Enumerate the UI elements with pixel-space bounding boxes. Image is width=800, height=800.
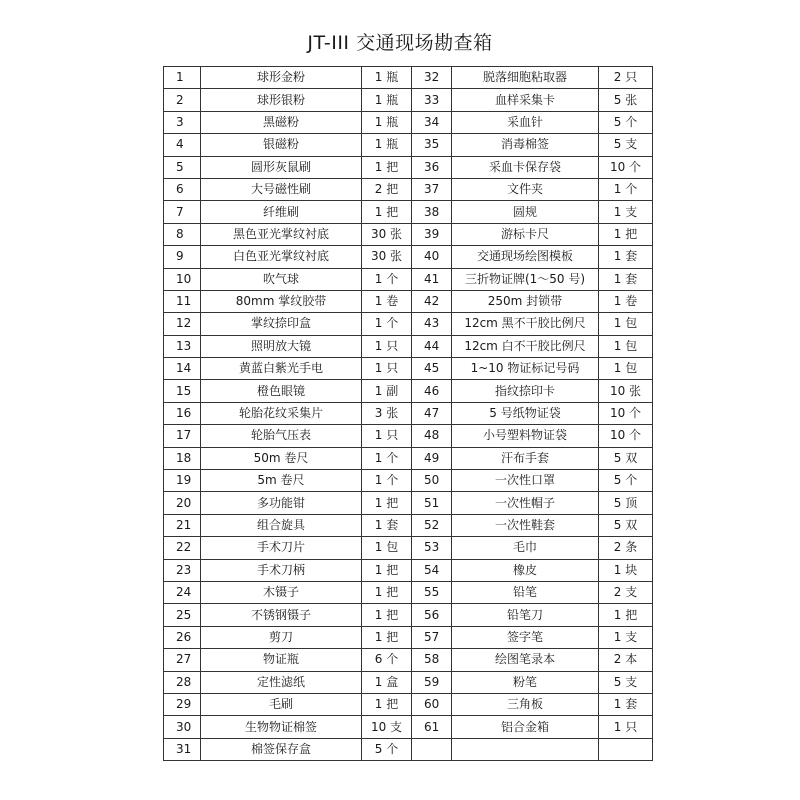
item-quantity: 1 支 <box>599 626 653 648</box>
item-number: 32 <box>412 67 452 89</box>
table-row <box>164 223 653 245</box>
table-row <box>164 514 653 536</box>
item-quantity: 1 把 <box>362 626 412 648</box>
item-number: 25 <box>164 604 201 626</box>
item-quantity: 5 双 <box>599 447 653 469</box>
item-name: 铝合金箱 <box>452 716 599 738</box>
item-number: 20 <box>164 492 201 514</box>
item-name: 手术刀片 <box>201 537 362 559</box>
item-quantity: 2 条 <box>599 537 653 559</box>
item-name: 黑色亚光掌纹衬底 <box>201 223 362 245</box>
item-name: 多功能钳 <box>201 492 362 514</box>
item-number: 33 <box>412 89 452 111</box>
item-number: 12 <box>164 313 201 335</box>
item-name: 毛刷 <box>201 693 362 715</box>
item-number: 42 <box>412 290 452 312</box>
item-name: 粉笔 <box>452 671 599 693</box>
item-quantity: 1 块 <box>599 559 653 581</box>
table-row <box>164 402 653 424</box>
item-name: 250m 封锁带 <box>452 290 599 312</box>
item-quantity: 1 瓶 <box>362 134 412 156</box>
item-number: 53 <box>412 537 452 559</box>
item-name: 橙色眼镜 <box>201 380 362 402</box>
item-quantity <box>599 738 653 760</box>
item-quantity: 10 支 <box>362 716 412 738</box>
item-quantity: 10 张 <box>599 380 653 402</box>
item-number: 15 <box>164 380 201 402</box>
item-name: 小号塑料物证袋 <box>452 425 599 447</box>
item-number: 46 <box>412 380 452 402</box>
item-number: 4 <box>164 134 201 156</box>
item-quantity: 10 个 <box>599 156 653 178</box>
table-row <box>164 358 653 380</box>
item-name: 纤维刷 <box>201 201 362 223</box>
item-name: 脱落细胞粘取器 <box>452 67 599 89</box>
item-name: 轮胎气压表 <box>201 425 362 447</box>
table-row <box>164 470 653 492</box>
item-name: 定性滤纸 <box>201 671 362 693</box>
table-row <box>164 581 653 603</box>
item-quantity: 1 包 <box>599 358 653 380</box>
item-quantity: 5 个 <box>599 470 653 492</box>
item-name: 三折物证牌(1～50 号) <box>452 268 599 290</box>
item-quantity: 1 包 <box>362 537 412 559</box>
item-name: 签字笔 <box>452 626 599 648</box>
item-quantity: 1 把 <box>362 604 412 626</box>
item-name: 游标卡尺 <box>452 223 599 245</box>
item-quantity: 1 瓶 <box>362 67 412 89</box>
table-row <box>164 716 653 738</box>
table-row <box>164 290 653 312</box>
item-quantity: 1 把 <box>362 581 412 603</box>
item-name: 采血卡保存袋 <box>452 156 599 178</box>
item-number: 8 <box>164 223 201 245</box>
item-quantity: 1 瓶 <box>362 89 412 111</box>
item-number: 24 <box>164 581 201 603</box>
item-name: 棉签保存盒 <box>201 738 362 760</box>
item-quantity: 1 个 <box>362 268 412 290</box>
item-number: 21 <box>164 514 201 536</box>
item-name: 一次性口罩 <box>452 470 599 492</box>
table-row <box>164 67 653 89</box>
item-number: 37 <box>412 178 452 200</box>
item-quantity: 1 把 <box>599 604 653 626</box>
item-number: 1 <box>164 67 201 89</box>
item-name: 毛巾 <box>452 537 599 559</box>
item-number: 29 <box>164 693 201 715</box>
item-number: 17 <box>164 425 201 447</box>
item-quantity: 1 把 <box>599 223 653 245</box>
table-row <box>164 447 653 469</box>
inventory-table <box>163 66 653 761</box>
item-quantity: 5 顶 <box>599 492 653 514</box>
table-row <box>164 134 653 156</box>
item-number: 2 <box>164 89 201 111</box>
item-number: 34 <box>412 111 452 133</box>
item-name: 血样采集卡 <box>452 89 599 111</box>
item-name: 不锈钢镊子 <box>201 604 362 626</box>
item-quantity: 1 个 <box>599 178 653 200</box>
item-number: 48 <box>412 425 452 447</box>
item-name <box>452 738 599 760</box>
table-row <box>164 693 653 715</box>
item-number: 35 <box>412 134 452 156</box>
table-row <box>164 537 653 559</box>
item-number: 49 <box>412 447 452 469</box>
page-title: JT-III 交通现场勘查箱 <box>307 32 493 54</box>
item-quantity: 1 瓶 <box>362 111 412 133</box>
item-number: 55 <box>412 581 452 603</box>
item-quantity: 30 张 <box>362 223 412 245</box>
item-number: 23 <box>164 559 201 581</box>
item-quantity: 1 把 <box>362 559 412 581</box>
table-row <box>164 201 653 223</box>
item-quantity: 1 支 <box>599 201 653 223</box>
item-name: 铅笔 <box>452 581 599 603</box>
item-quantity: 5 个 <box>599 111 653 133</box>
item-name: 铅笔刀 <box>452 604 599 626</box>
item-number: 59 <box>412 671 452 693</box>
table-row <box>164 649 653 671</box>
item-quantity: 1 卷 <box>362 290 412 312</box>
item-quantity: 5 个 <box>362 738 412 760</box>
item-name: 吹气球 <box>201 268 362 290</box>
item-number: 44 <box>412 335 452 357</box>
item-name: 1~10 物证标记号码 <box>452 358 599 380</box>
item-quantity: 10 个 <box>599 402 653 424</box>
item-quantity: 1 个 <box>362 313 412 335</box>
table-row <box>164 313 653 335</box>
item-number: 26 <box>164 626 201 648</box>
item-quantity: 1 个 <box>362 470 412 492</box>
item-quantity: 5 张 <box>599 89 653 111</box>
item-number: 45 <box>412 358 452 380</box>
item-quantity: 1 个 <box>362 447 412 469</box>
item-number: 60 <box>412 693 452 715</box>
item-number: 61 <box>412 716 452 738</box>
item-name: 交通现场绘图模板 <box>452 246 599 268</box>
table-row <box>164 380 653 402</box>
item-number: 41 <box>412 268 452 290</box>
item-name: 物证瓶 <box>201 649 362 671</box>
item-quantity: 1 只 <box>362 335 412 357</box>
item-quantity: 1 卷 <box>599 290 653 312</box>
item-name: 文件夹 <box>452 178 599 200</box>
item-number: 6 <box>164 178 201 200</box>
item-name: 指纹捺印卡 <box>452 380 599 402</box>
item-quantity: 1 只 <box>599 716 653 738</box>
table-row <box>164 111 653 133</box>
table-row <box>164 671 653 693</box>
item-quantity: 1 套 <box>362 514 412 536</box>
item-number: 58 <box>412 649 452 671</box>
item-name: 组合旋具 <box>201 514 362 536</box>
item-name: 50m 卷尺 <box>201 447 362 469</box>
item-quantity: 6 个 <box>362 649 412 671</box>
item-quantity: 2 把 <box>362 178 412 200</box>
item-name: 12cm 白不干胶比例尺 <box>452 335 599 357</box>
table-row <box>164 604 653 626</box>
item-number: 57 <box>412 626 452 648</box>
item-name: 大号磁性刷 <box>201 178 362 200</box>
item-quantity: 2 本 <box>599 649 653 671</box>
item-name: 一次性帽子 <box>452 492 599 514</box>
item-name: 三角板 <box>452 693 599 715</box>
item-name: 消毒棉签 <box>452 134 599 156</box>
item-name: 圆规 <box>452 201 599 223</box>
item-number: 10 <box>164 268 201 290</box>
item-name: 木镊子 <box>201 581 362 603</box>
item-quantity: 1 副 <box>362 380 412 402</box>
item-quantity: 1 只 <box>362 358 412 380</box>
item-name: 5m 卷尺 <box>201 470 362 492</box>
item-quantity: 1 把 <box>362 693 412 715</box>
item-number <box>412 738 452 760</box>
item-number: 54 <box>412 559 452 581</box>
table-row <box>164 156 653 178</box>
item-quantity: 1 盒 <box>362 671 412 693</box>
item-number: 22 <box>164 537 201 559</box>
item-name: 圆形灰鼠刷 <box>201 156 362 178</box>
item-number: 50 <box>412 470 452 492</box>
item-number: 7 <box>164 201 201 223</box>
item-number: 43 <box>412 313 452 335</box>
item-quantity: 1 把 <box>362 156 412 178</box>
item-quantity: 30 张 <box>362 246 412 268</box>
item-number: 52 <box>412 514 452 536</box>
item-number: 27 <box>164 649 201 671</box>
table-row <box>164 246 653 268</box>
item-name: 汗布手套 <box>452 447 599 469</box>
item-name: 掌纹捺印盒 <box>201 313 362 335</box>
item-number: 11 <box>164 290 201 312</box>
item-number: 18 <box>164 447 201 469</box>
item-number: 36 <box>412 156 452 178</box>
item-name: 采血针 <box>452 111 599 133</box>
item-name: 80mm 掌纹胶带 <box>201 290 362 312</box>
item-quantity: 1 套 <box>599 693 653 715</box>
item-number: 9 <box>164 246 201 268</box>
table-row <box>164 425 653 447</box>
table-row <box>164 89 653 111</box>
item-quantity: 1 包 <box>599 335 653 357</box>
item-number: 51 <box>412 492 452 514</box>
item-name: 12cm 黑不干胶比例尺 <box>452 313 599 335</box>
item-quantity: 1 包 <box>599 313 653 335</box>
item-number: 16 <box>164 402 201 424</box>
item-number: 56 <box>412 604 452 626</box>
table-row <box>164 492 653 514</box>
item-name: 手术刀柄 <box>201 559 362 581</box>
item-number: 3 <box>164 111 201 133</box>
item-number: 30 <box>164 716 201 738</box>
item-quantity: 1 把 <box>362 201 412 223</box>
item-quantity: 10 个 <box>599 425 653 447</box>
item-name: 绘图笔录本 <box>452 649 599 671</box>
item-name: 生物物证棉签 <box>201 716 362 738</box>
item-quantity: 3 张 <box>362 402 412 424</box>
item-name: 黑磁粉 <box>201 111 362 133</box>
item-quantity: 2 支 <box>599 581 653 603</box>
item-number: 28 <box>164 671 201 693</box>
item-name: 橡皮 <box>452 559 599 581</box>
item-name: 一次性鞋套 <box>452 514 599 536</box>
item-name: 照明放大镜 <box>201 335 362 357</box>
item-quantity: 1 套 <box>599 268 653 290</box>
item-name: 球形金粉 <box>201 67 362 89</box>
table-row <box>164 559 653 581</box>
item-number: 31 <box>164 738 201 760</box>
table-row <box>164 738 653 760</box>
item-number: 14 <box>164 358 201 380</box>
item-quantity: 2 只 <box>599 67 653 89</box>
item-number: 13 <box>164 335 201 357</box>
item-number: 38 <box>412 201 452 223</box>
item-name: 黄蓝白紫光手电 <box>201 358 362 380</box>
item-number: 5 <box>164 156 201 178</box>
item-name: 剪刀 <box>201 626 362 648</box>
item-quantity: 1 只 <box>362 425 412 447</box>
item-name: 球形银粉 <box>201 89 362 111</box>
item-name: 5 号纸物证袋 <box>452 402 599 424</box>
item-quantity: 5 双 <box>599 514 653 536</box>
item-name: 轮胎花纹采集片 <box>201 402 362 424</box>
item-number: 47 <box>412 402 452 424</box>
item-name: 白色亚光掌纹衬底 <box>201 246 362 268</box>
item-number: 40 <box>412 246 452 268</box>
item-quantity: 1 把 <box>362 492 412 514</box>
table-row <box>164 268 653 290</box>
item-quantity: 1 套 <box>599 246 653 268</box>
table-row <box>164 178 653 200</box>
item-name: 银磁粉 <box>201 134 362 156</box>
item-number: 19 <box>164 470 201 492</box>
item-quantity: 5 支 <box>599 134 653 156</box>
table-row <box>164 626 653 648</box>
item-number: 39 <box>412 223 452 245</box>
item-quantity: 5 支 <box>599 671 653 693</box>
table-row <box>164 335 653 357</box>
